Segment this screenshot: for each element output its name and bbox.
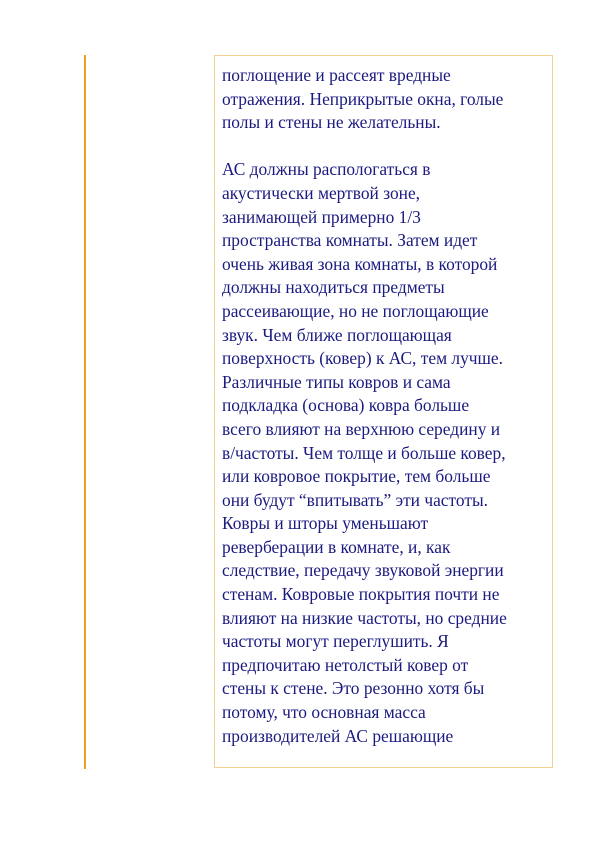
text-line: потому, что основная масса (222, 702, 426, 723)
text-line: отражения. Неприкрытые окна, голые (222, 88, 504, 109)
text-line: стены к стене. Это резонно хотя бы (222, 678, 485, 699)
text-line: стенам. Ковровые покрытия почти не (222, 584, 500, 605)
text-line: влияют на низкие частоты, но средние (222, 607, 507, 628)
text-line: звук. Чем ближе поглощающая (222, 324, 452, 345)
margin-rule (84, 55, 86, 769)
paragraph-1 (222, 64, 548, 135)
text-frame (214, 55, 553, 768)
text-line: производителей АС решающие (222, 725, 454, 746)
text-line: Ковры и шторы уменьшают (222, 513, 429, 534)
text-line: реверберации в комнате, и, как (222, 536, 451, 557)
text-line: Различные типы ковров и сама (222, 371, 451, 392)
text-line: поверхность (ковер) к АС, тем лучше. (222, 348, 504, 369)
text-line: следствие, передачу звуковой энергии (222, 560, 504, 581)
text-line: подкладка (основа) ковра больше (222, 395, 470, 416)
paragraph-2 (222, 158, 548, 748)
text-line: рассеивающие, но не поглощающие (222, 300, 489, 321)
text-line: очень живая зона комнаты, в которой (222, 253, 498, 274)
text-line: должны находиться предметы (222, 277, 445, 298)
text-line: акустически мертвой зоне, (222, 182, 421, 203)
text-line: поглощение и рассеят вредные (222, 65, 451, 85)
text-line: частоты могут переглушить. Я (222, 631, 449, 652)
text-line: пространства комнаты. Затем идет (222, 230, 478, 251)
text-line: они будут “впитывать” эти частоты. (222, 489, 488, 510)
text-line: полы и стены не желательны. (222, 112, 441, 133)
text-line: АС должны распологаться в (222, 159, 431, 180)
text-line: или ковровое покрытие, тем больше (222, 466, 491, 487)
text-line: всего влияют на верхнюю середину и (222, 418, 501, 439)
text-line: предпочитаю нетолстый ковер от (222, 654, 469, 675)
text-line: в/частоты. Чем толще и больше ковер, (222, 442, 506, 463)
text-line: занимающей примерно 1/3 (222, 206, 421, 227)
